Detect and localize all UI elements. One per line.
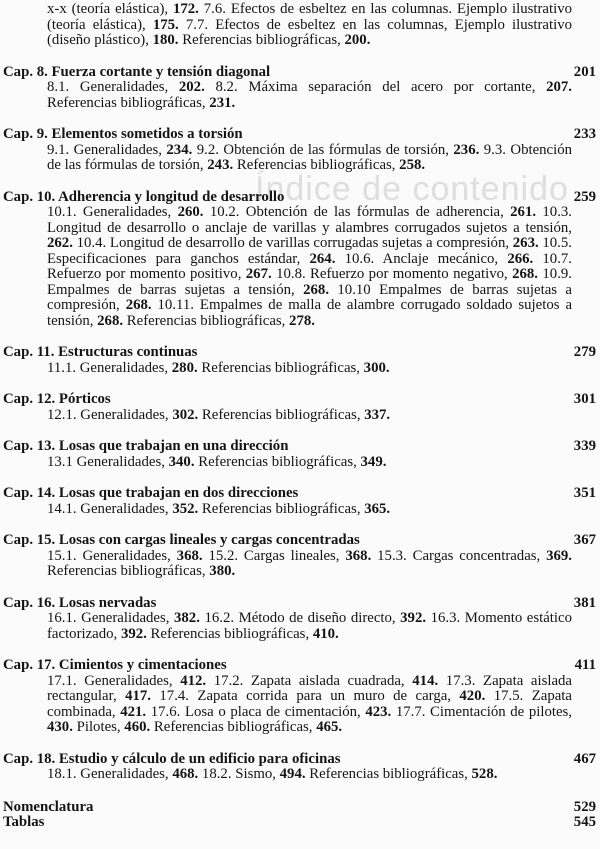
page-reference: 258.	[399, 157, 426, 173]
page-reference: 266.	[507, 250, 534, 267]
chapter-sections: 14.1. Generalidades, 352. Referencias bibliográficas, 365.	[47, 500, 391, 517]
chapter-sections: 15.1. Generalidades, 368. 15.2. Cargas lineales, 368. 15.3. Cargas concentradas, 369. Referencias bibliográficas, 380.	[47, 547, 573, 579]
chapter-entry	[3, 65, 596, 112]
chapter-title[interactable]: Cap. 12. Pórticos	[3, 391, 111, 407]
chapter-entry	[3, 752, 596, 783]
page-reference: 231.	[209, 94, 236, 111]
chapter-sections: 9.1. Generalidades, 234. 9.2. Obtención de las fórmulas de torsión, 236. 9.3. Obtención de las fórmulas de torsión, 243. Referencias bibliográficas, 258.	[47, 141, 573, 173]
chapter-page-number: 381	[573, 594, 596, 611]
end-matter-title[interactable]: Nomenclatura	[3, 798, 94, 815]
end-matter-page-number: 529	[573, 798, 596, 815]
chapter-page-number: 367	[573, 532, 596, 548]
page-reference: 280.	[171, 359, 198, 376]
bleed-through-title: Índice de contenido	[255, 170, 569, 208]
page-reference: 267.	[245, 266, 272, 282]
page-reference: 365.	[364, 500, 391, 517]
page-reference: 268.	[125, 297, 152, 313]
end-matter-page-number: 545	[573, 814, 596, 830]
page-reference: 352.	[172, 500, 199, 517]
page-reference: 430.	[47, 719, 73, 735]
chapter-entry	[3, 533, 596, 580]
page-reference: 264.	[309, 250, 336, 267]
chapter-sections: 8.1. Generalidades, 202. 8.2. Máxima separación del acero por cortante, 207. Referencias bibliográficas, 231.	[47, 79, 573, 111]
page-reference: 180.	[152, 32, 179, 48]
end-matter-entry	[3, 815, 596, 831]
page-reference: 380.	[209, 563, 236, 579]
page-reference: 202.	[178, 79, 205, 95]
page-reference: 460.	[124, 719, 151, 735]
page-reference: 300.	[363, 359, 390, 376]
page-reference: 262.	[47, 235, 73, 251]
page-reference: 234.	[166, 141, 193, 158]
page-reference: 421.	[120, 703, 147, 720]
chapter-sections: 10.1. Generalidades, 260. 10.2. Obtención de las fórmulas de adherencia, 261. 10.3. Longitud de desarrollo o anclaje de varillas y alambres corrugados sujetos a tensión, 262. 10.4. Longitud de desarrollo de varillas corrugadas sujetas a compresión, 263. 10.5. Especificaciones para ganchos estándar, 264. 10.6. Anclaje mecánico, 266. 10.7. Refuerzo por momento positivo, 267. 10.8. Refuerzo por momento negativo, 268. 10.9. Empalmes de barras sujetas a tensión, 268. 10.10 Empalmes de barras sujetas a compresión, 268. 10.11. Empalmes de malla de alambre corrugado soldado sujetos a tensión, 268. Referencias bibliográficas, 278.	[47, 204, 573, 329]
chapter-title[interactable]: Cap. 18. Estudio y cálculo de un edificio para oficinas	[3, 750, 341, 767]
chapter-entry	[3, 190, 596, 330]
chapter-heading	[3, 392, 596, 408]
page-reference: 494.	[279, 766, 306, 782]
page-reference: 382.	[174, 610, 200, 626]
page-reference: 465.	[316, 719, 343, 735]
page-reference: 268.	[97, 312, 124, 329]
page-reference: 349.	[360, 453, 387, 470]
page-reference: 175.	[152, 16, 179, 33]
end-matter-title[interactable]: Tablas	[3, 814, 45, 830]
chapter-page-number: 279	[573, 344, 596, 360]
chapter-heading	[3, 486, 596, 502]
chapter-heading	[3, 752, 596, 768]
chapter-page-number: 339	[573, 438, 596, 454]
page-reference: 340.	[168, 453, 195, 470]
chapter-title[interactable]: Cap. 11. Estructuras continuas	[3, 344, 198, 360]
page-reference: 528.	[471, 766, 498, 782]
chapter-page-number: 259	[573, 188, 596, 205]
chapter-heading	[3, 533, 596, 549]
chapter-entry	[3, 596, 596, 643]
continued-entry-text: x-x (teoría elástica), 172. 7.6. Efectos de esbeltez en las columnas. Ejemplo ilustrativo (teoría elástica), 175. 7.7. Efectos de esbeltez en las columnas, Ejemplo ilustrativo (diseño plástico), 180. Referencias bibliográficas, 200.	[47, 1, 572, 48]
chapter-page-number: 467	[573, 750, 596, 767]
chapter-title[interactable]: Cap. 14. Losas que trabajan en dos direcciones	[3, 485, 299, 501]
page-reference: 236.	[453, 141, 480, 158]
page-reference: 417.	[125, 688, 151, 704]
chapter-entry	[3, 392, 596, 423]
chapter-title[interactable]: Cap. 13. Losas que trabajan en una dirección	[3, 438, 289, 454]
page-reference: 468.	[172, 766, 199, 782]
page-reference: 392.	[400, 610, 427, 626]
chapter-page-number: 201	[573, 63, 596, 80]
page-reference: 268.	[512, 266, 539, 282]
page-reference: 392.	[120, 625, 147, 642]
page-reference: 412.	[180, 672, 207, 689]
chapter-title[interactable]: Cap. 8. Fuerza cortante y tensión diagonal	[3, 63, 271, 80]
end-matter-list	[3, 800, 596, 831]
page-reference: 268.	[303, 281, 330, 298]
chapter-entry	[3, 486, 596, 517]
chapter-heading	[3, 345, 596, 361]
page-reference: 410.	[312, 625, 339, 642]
chapter-page-number: 351	[573, 485, 596, 501]
chapter-title[interactable]: Cap. 15. Losas con cargas lineales y cargas concentradas	[3, 532, 360, 548]
page-reference: 207.	[546, 79, 573, 95]
page-reference: 368.	[176, 547, 203, 564]
page-reference: 172.	[172, 1, 199, 17]
page-reference: 368.	[345, 547, 372, 564]
page-reference: 337.	[364, 406, 391, 423]
page-reference: 243.	[207, 157, 234, 173]
page-reference: 369.	[546, 547, 573, 564]
chapter-title[interactable]: Cap. 9. Elementos sometidos a torsión	[3, 126, 243, 142]
chapter-sections: 11.1. Generalidades, 280. Referencias bibliográficas, 300.	[47, 359, 390, 376]
chapter-entry	[3, 658, 596, 736]
page-reference: 263.	[512, 235, 539, 251]
chapter-title[interactable]: Cap. 10. Adherencia y longitud de desarrollo	[3, 188, 285, 205]
chapter-sections: 12.1. Generalidades, 302. Referencias bibliográficas, 337.	[47, 406, 391, 423]
chapter-entry	[3, 127, 596, 174]
chapter-heading	[3, 439, 596, 455]
chapter-title[interactable]: Cap. 16. Losas nervadas	[3, 594, 157, 611]
chapter-title[interactable]: Cap. 17. Cimientos y cimentaciones	[3, 657, 227, 673]
chapter-heading	[3, 127, 596, 143]
page-reference: 260.	[177, 204, 204, 220]
page-reference: 423.	[365, 703, 392, 720]
chapter-page-number: 301	[573, 391, 596, 407]
page-reference: 420.	[459, 688, 486, 704]
page-reference: 302.	[172, 406, 199, 423]
chapter-heading	[3, 596, 596, 612]
chapter-entry	[3, 345, 596, 376]
chapter-page-number: 233	[573, 126, 596, 142]
chapter-heading	[3, 658, 596, 674]
chapter-sections: 16.1. Generalidades, 382. 16.2. Método de diseño directo, 392. 16.3. Momento estático factorizado, 392. Referencias bibliográficas, 410.	[47, 610, 572, 642]
chapter-heading	[3, 65, 596, 81]
chapter-sections: 13.1 Generalidades, 340. Referencias bibliográficas, 349.	[47, 453, 387, 470]
chapter-sections: 18.1. Generalidades, 468. 18.2. Sismo, 494. Referencias bibliográficas, 528.	[47, 766, 498, 782]
chapter-page-number: 411	[574, 657, 596, 673]
page-reference: 261.	[510, 204, 537, 220]
page-reference: 414.	[412, 672, 439, 689]
chapter-sections: 17.1. Generalidades, 412. 17.2. Zapata aislada cuadrada, 414. 17.3. Zapata aislada rectangular, 417. 17.4. Zapata corrida para un muro de carga, 420. 17.5. Zapata combinada, 421. 17.6. Losa o placa de cimentación, 423. 17.7. Cimentación de pilotes, 430. Pilotes, 460. Referencias bibliográficas, 465.	[47, 672, 573, 735]
chapter-entry	[3, 439, 596, 470]
chapter-list	[3, 65, 596, 783]
table-of-contents	[3, 0, 596, 831]
page-reference: 200.	[344, 32, 371, 48]
page-reference: 278.	[289, 312, 315, 329]
end-matter-entry	[3, 800, 596, 816]
chapter-heading	[3, 190, 596, 206]
